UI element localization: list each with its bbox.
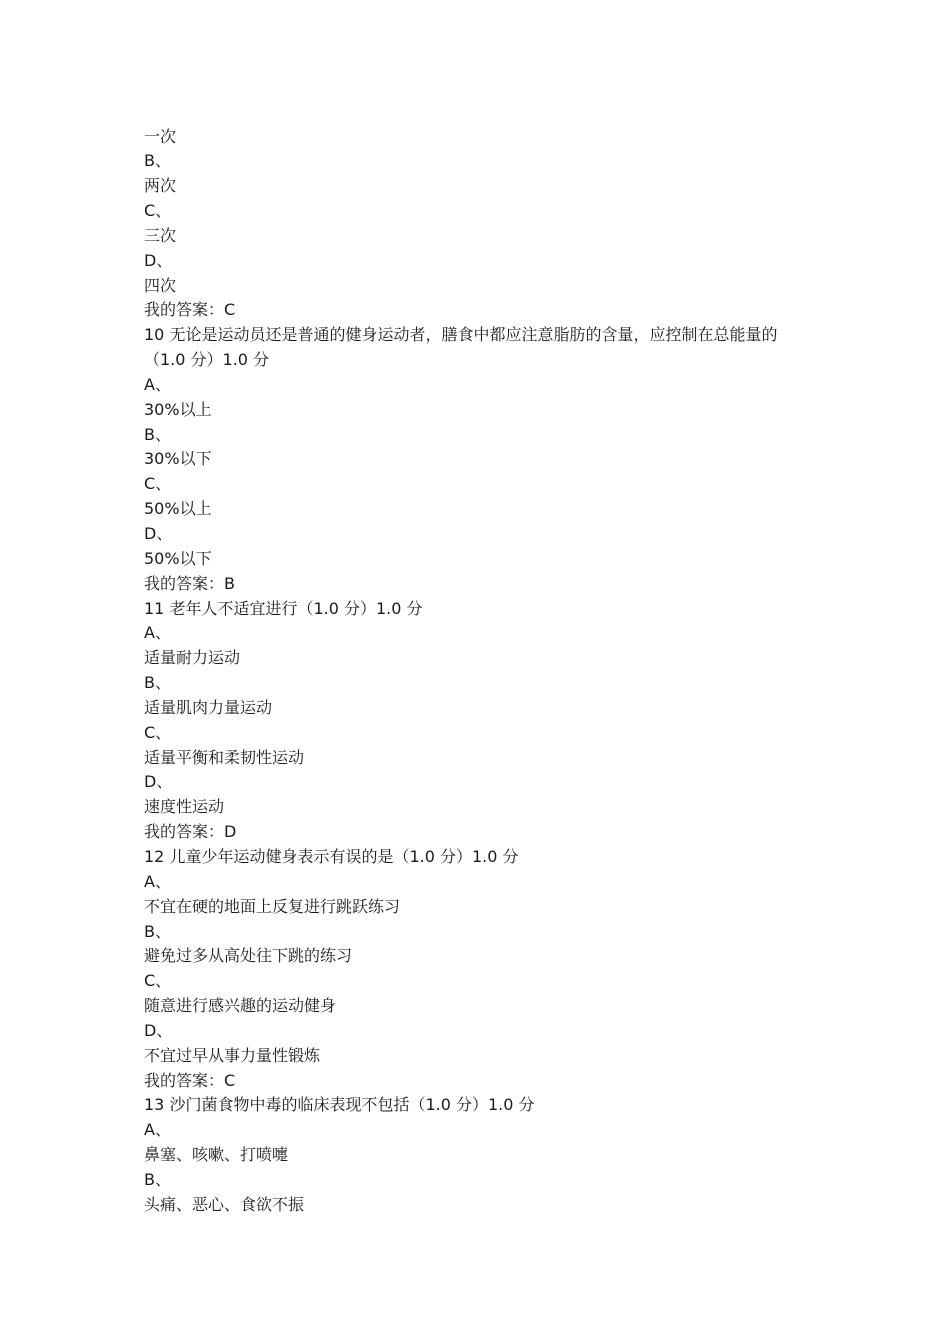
option-letter: D、 xyxy=(144,250,173,270)
option-letter: C、 xyxy=(144,201,172,221)
question-10-score: （1.0 分）1.0 分 xyxy=(144,350,270,370)
option-text: 适量平衡和柔韧性运动 xyxy=(144,747,305,767)
option-letter: C、 xyxy=(144,971,172,991)
question-12-text: 12 儿童少年运动健身表示有误的是（1.0 分）1.0 分 xyxy=(144,846,519,866)
option-text: 四次 xyxy=(144,275,177,295)
option-text: 一次 xyxy=(144,126,177,146)
question-11-text: 11 老年人不适宜进行（1.0 分）1.0 分 xyxy=(144,598,423,618)
option-letter: D、 xyxy=(144,1020,173,1040)
option-text: 50%以下 xyxy=(144,548,212,568)
my-answer: 我的答案：D xyxy=(144,822,237,842)
option-text: 速度性运动 xyxy=(144,797,225,817)
option-letter: D、 xyxy=(144,772,173,792)
option-letter: A、 xyxy=(144,1120,171,1140)
option-text: 不宜在硬的地面上反复进行跳跃练习 xyxy=(144,896,401,916)
option-text: 适量肌肉力量运动 xyxy=(144,697,273,717)
my-answer: 我的答案：C xyxy=(144,1070,236,1090)
option-text: 随意进行感兴趣的运动健身 xyxy=(144,996,337,1016)
option-letter: A、 xyxy=(144,871,171,891)
option-text: 30%以上 xyxy=(144,399,212,419)
option-letter: B、 xyxy=(144,921,171,941)
option-text: 不宜过早从事力量性锻炼 xyxy=(144,1045,321,1065)
option-letter: B、 xyxy=(144,424,171,444)
document-content xyxy=(144,125,824,1218)
option-letter: C、 xyxy=(144,722,172,742)
option-text: 50%以上 xyxy=(144,499,212,519)
option-text: 避免过多从高处往下跳的练习 xyxy=(144,946,353,966)
option-letter: A、 xyxy=(144,623,171,643)
option-letter: B、 xyxy=(144,151,171,171)
my-answer: 我的答案：C xyxy=(144,300,236,320)
option-text: 30%以下 xyxy=(144,449,212,469)
option-text: 头痛、恶心、食欲不振 xyxy=(144,1194,305,1214)
option-text: 两次 xyxy=(144,176,177,196)
option-text: 三次 xyxy=(144,225,177,245)
option-text: 适量耐力运动 xyxy=(144,648,241,668)
question-13-text: 13 沙门菌食物中毒的临床表现不包括（1.0 分）1.0 分 xyxy=(144,1095,535,1115)
question-10-text: 10 无论是运动员还是普通的健身运动者，膳食中都应注意脂肪的含量，应控制在总能量的 xyxy=(144,325,778,345)
option-letter: C、 xyxy=(144,474,172,494)
option-letter: B、 xyxy=(144,1169,171,1189)
option-letter: D、 xyxy=(144,524,173,543)
option-text: 鼻塞、咳嗽、打喷嚏 xyxy=(144,1145,289,1165)
option-letter: A、 xyxy=(144,374,171,394)
my-answer: 我的答案：B xyxy=(144,573,235,593)
option-letter: B、 xyxy=(144,673,171,693)
